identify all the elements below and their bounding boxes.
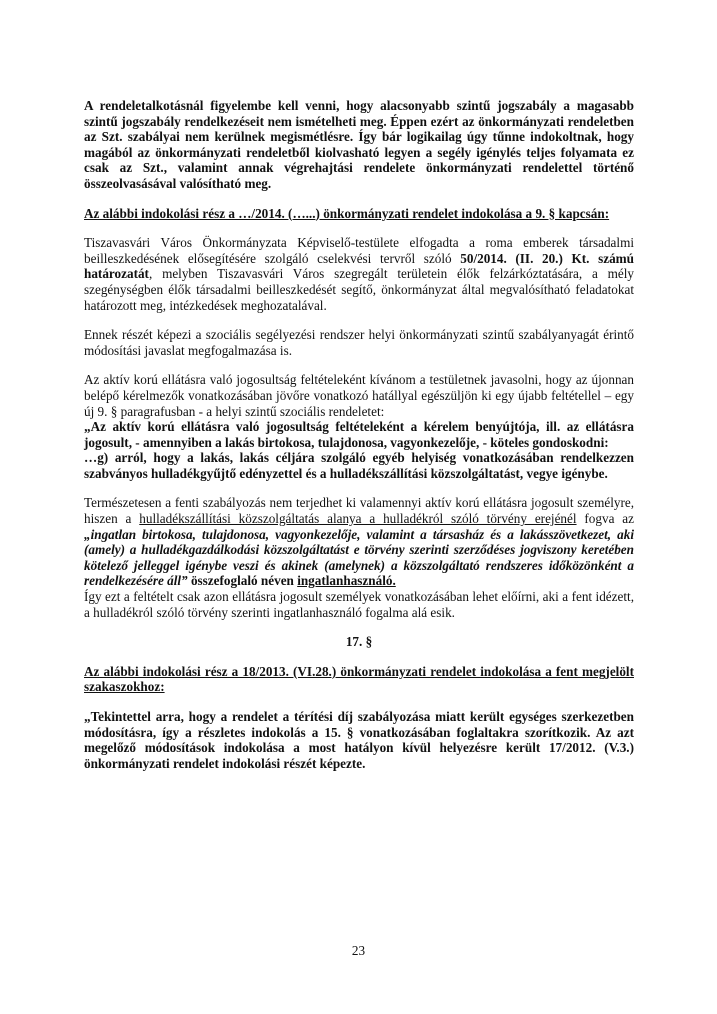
section-heading-18-2013: Az alábbi indokolási rész a 18/2013. (VI.28.) önkormányzati rendelet indokolása a fent megjelölt szakaszokhoz: [84, 663, 634, 695]
quoted-rule: „Az aktív korú ellátásra való jogosultság feltételeként a kérelem benyújtója, ill. az ellátásra jogosult, - amennyiben a lakás birtokosa, tulajdonosa, vagyonkezelője, - köteles gondoskodni: [84, 419, 634, 450]
resolution-text-c: , melyben Tiszavasvári Város szegregált területein élők felzárkóztatására, a mély szegénységben élők társadalmi beilleszkedését segítő, önkormányzat által megvalósítható feladatokat határozott meg, intézkedések meghozatalával. [84, 266, 634, 313]
resolution-text-a: Tiszavasvári Város Önkormányzata Képviselő-testülete elfogadta a roma emberek társadalmi beilleszkedésének elősegítésére szolgáló cselekvési tervről szóló [84, 235, 634, 266]
scope-definition-quote: „ingatlan birtokosa, tulajdonosa, vagyonkezelője, valamint a társasház és a lakásszövetkezet, aki (amely) a hulladékgazdálkodási közszolgáltatást e törvény szerinti szerződéses jogviszony keretében kötelező jelleggel igénybe veszi és akinek (amelynek) a közszolgáltató rendszeres időközönként a rendelkezésére áll” [84, 526, 634, 589]
scope-paragraph [84, 495, 634, 589]
resolution-paragraph [84, 235, 634, 313]
scope-underlined-law: hulladékszállítási közszolgáltatás alanya a hulladékról szóló törvény erejénél [139, 511, 577, 527]
proposal-paragraph: Az aktív korú ellátásra való jogosultság feltételeként kívánom a testületnek javasolni, hogy az újonnan belépő kérelmezők vonatkozásában jövőre vonatkozó hatállyal egészüljön ki egy újabb feltétellel – egy új 9. § paragrafusban - a helyi szintű szociális rendeletet: [84, 372, 634, 419]
scope-text-c: fogva az [576, 511, 634, 527]
resolution-number: 50/2014. (II. 20.) Kt. számú határozatát [84, 250, 634, 282]
section-heading-9: Az alábbi indokolási rész a …/2014. (…...) önkormányzati rendelet indokolása a 9. § kapcsán: [84, 205, 610, 221]
document-page [84, 98, 634, 771]
section-number: 17. § [345, 634, 373, 650]
scope-text-a: Természetesen a fenti szabályozás nem terjedhet ki valamennyi aktív korú ellátásra jogosult személyre, hiszen a [84, 495, 634, 527]
scope-text-e: összefoglaló néven [187, 573, 298, 589]
page-number: 23 [351, 943, 366, 958]
quoted-rule-point-g: …g) arról, hogy a lakás, lakás céljára szolgáló egyéb helyiség vonatkozásában rendelkezzen szabványos hulladékgyűjtő edényzettel és a hulladékszállítási közszolgáltatást, vegye igénybe. [84, 450, 634, 481]
justification-quote: „Tekintettel arra, hogy a rendelet a térítési díj szabályozása miatt került egységes szerkezetben módosításra, így a részletes indokolás a 15. § vonatkozásában foglaltakra szorítkozik. Az azt megelőző módosítások indokolása a most hatályon kívül helyezésre került 17/2012. (V.3.) önkormányzati rendelet indokolási részét képezte. [84, 709, 634, 771]
intro-paragraph: A rendeletalkotásnál figyelembe kell venni, hogy alacsonyabb szintű jogszabály a magasabb szintű jogszabály rendelkezéseit nem ismételheti meg. Éppen ezért az önkormányzati rendeletben az Szt. szabályai nem kerülnek megismétlésre. Így bár logikailag úgy tűnne indokoltnak, hogy magából az önkormányzati rendeletből kiolvasható legyen a segély igénylés teljes folyamata ez csak az Szt., valamint annak végrehajtási rendelete önkormányzati rendelettel történő összeolvasásával valósítható meg. [84, 98, 634, 191]
reform-paragraph: Ennek részét képezi a szociális segélyezési rendszer helyi önkormányzati szintű szabályanyagát érintő módosítási javaslat megfogalmazása is. [84, 327, 634, 358]
scope-term: ingatlanhasználó. [297, 573, 396, 589]
condition-paragraph: Így ezt a feltételt csak azon ellátásra jogosult személyek vonatkozásában lehet előírni, aki a fent idézett, a hulladékról szóló törvény szerinti ingatlanhasználó fogalma alá esik. [84, 589, 634, 620]
